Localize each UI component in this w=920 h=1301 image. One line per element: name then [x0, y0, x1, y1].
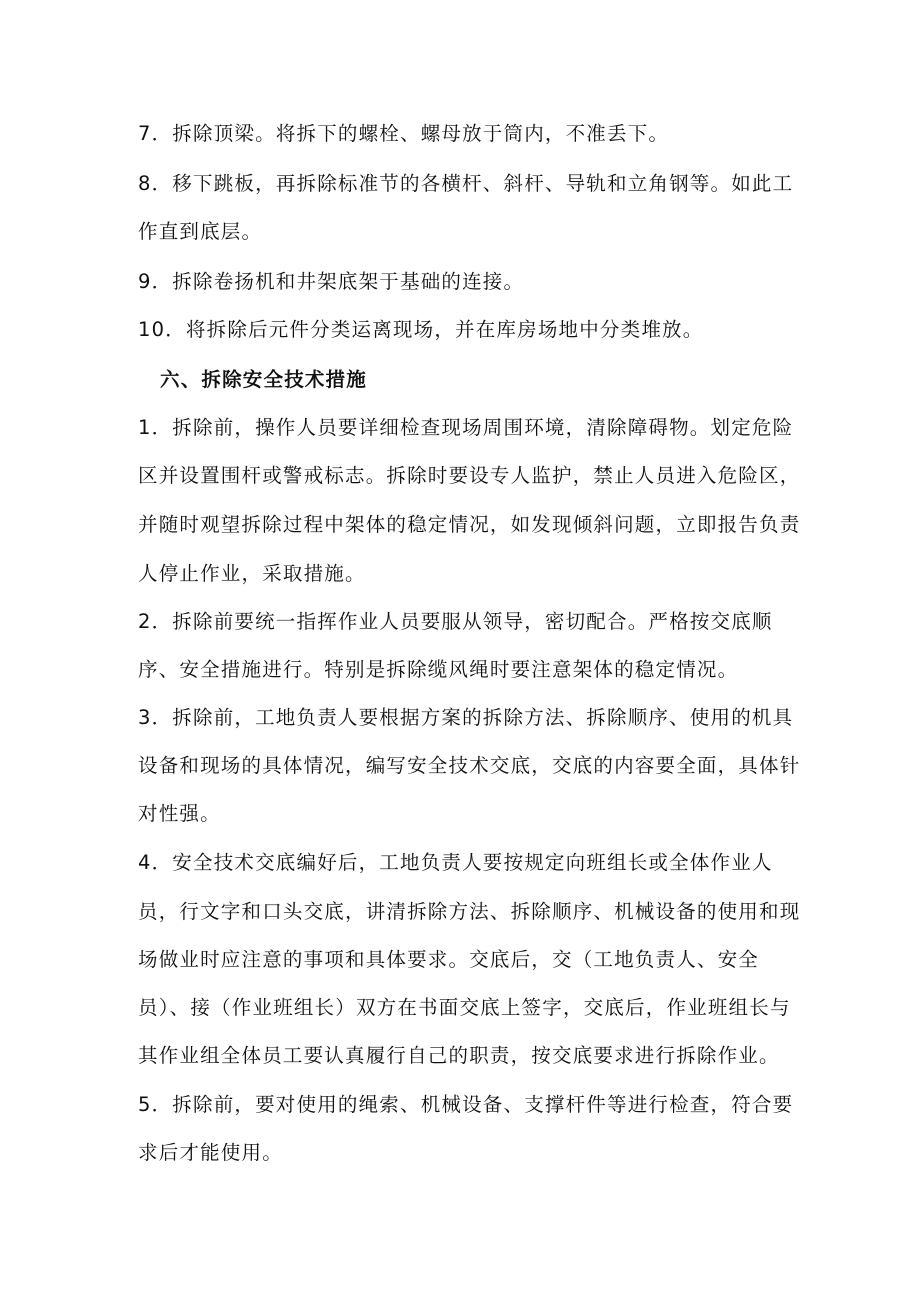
step-8-line-1: 8．移下跳板，再拆除标准节的各横杆、斜杆、导轨和立角钢等。如此工 [138, 172, 794, 195]
measure-4-line-2: 员，行文字和口头交底，讲清拆除方法、拆除顺序、机械设备的使用和现 [138, 900, 801, 923]
measure-3-line-2: 设备和现场的具体情况，编写安全技术交底，交底的内容要全面，具体针 [138, 754, 801, 777]
measure-5-line-1: 5．拆除前，要对使用的绳索、机械设备、支撑杆件等进行检查，符合要 [138, 1093, 794, 1116]
measure-1-line-3: 并随时观望拆除过程中架体的稳定情况，如发现倾斜问题，立即报告负责 [138, 513, 801, 536]
measure-5-line-2: 求后才能使用。 [138, 1141, 283, 1164]
measure-2-line-2: 序、安全措施进行。特别是拆除缆风绳时要注意架体的稳定情况。 [138, 658, 739, 681]
section-heading: 六、拆除安全技术措施 [160, 368, 368, 391]
measure-1-line-2: 区并设置围杆或警戒标志。拆除时要设专人监护，禁止人员进入危险区， [138, 464, 801, 487]
step-8-line-2: 作直到底层。 [138, 220, 263, 243]
measure-4-line-4: 员）、接（作业班组长）双方在书面交底上签字，交底后，作业班组长与 [138, 996, 791, 1019]
measure-4-line-1: 4．安全技术交底编好后，工地负责人要按规定向班组长或全体作业人 [138, 851, 773, 874]
measure-4-line-3: 场做业时应注意的事项和具体要求。交底后，交（工地负责人、安全 [138, 948, 760, 971]
measure-3-line-1: 3．拆除前，工地负责人要根据方案的拆除方法、拆除顺序、使用的机具 [138, 706, 794, 729]
measure-1-line-4: 人停止作业，采取措施。 [138, 562, 366, 585]
measure-2-line-1: 2．拆除前要统一指挥作业人员要服从领导，密切配合。严格按交底顺 [138, 610, 773, 633]
step-7-line: 7．拆除顶梁。将拆下的螺栓、螺母放于筒内，不准丢下。 [138, 122, 670, 145]
measure-3-line-3: 对性强。 [138, 802, 221, 825]
measure-4-line-5: 其作业组全体员工要认真履行自己的职责，按交底要求进行拆除作业。 [138, 1044, 780, 1067]
step-9-line: 9．拆除卷扬机和井架底架于基础的连接。 [138, 270, 525, 293]
step-10-line: 10．将拆除后元件分类运离现场，并在库房场地中分类堆放。 [138, 318, 704, 341]
measure-1-line-1: 1．拆除前，操作人员要详细检查现场周围环境，清除障碍物。划定危险 [138, 416, 794, 439]
